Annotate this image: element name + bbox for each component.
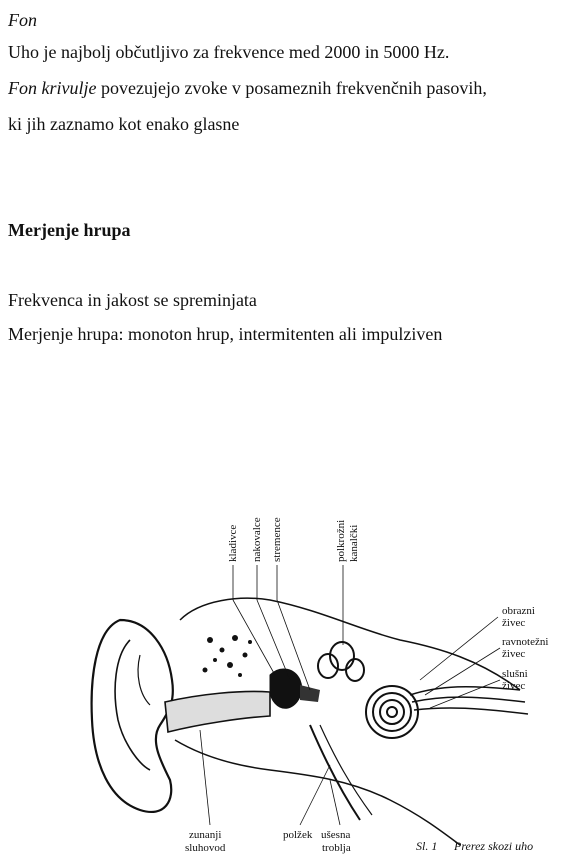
label-polzek: polžek — [283, 829, 313, 841]
text-line-3: ki jih zaznamo kot enako glasne — [8, 114, 240, 134]
label-ravnotezni: ravnotežni — [502, 636, 549, 648]
label-obrazni: obrazni — [502, 605, 535, 617]
label-zunanji: zunanji — [189, 829, 222, 841]
semicircular-canals — [318, 642, 364, 681]
heading-fon: Fon — [8, 10, 37, 30]
label-troblja: troblja — [322, 842, 351, 854]
label-nakovalce: nakovalce — [251, 517, 263, 562]
ear-cross-section-figure — [0, 480, 570, 868]
label-kladivce: kladivce — [227, 524, 239, 562]
text-line-4: Frekvenca in jakost se spreminjata — [8, 290, 257, 310]
text-line-2-rest: povezujejo zvoke v posameznih frekvenčnih pasovih, — [96, 78, 487, 98]
label-ravnotezni-zivec: živec — [502, 648, 526, 660]
figure-caption-number: Sl. 1 — [416, 839, 438, 853]
label-usesna: ušesna — [321, 829, 351, 841]
label-kanalcki: kanalčki — [348, 524, 360, 562]
text-line-5: Merjenje hrupa: monoton hrup, intermitenten ali impulziven — [8, 324, 443, 344]
ear-canal — [165, 691, 270, 732]
eustachian-tube — [310, 725, 360, 820]
label-slusni: slušni — [502, 668, 528, 680]
label-stremence: stremence — [271, 517, 283, 562]
label-slusni-zivec: živec — [502, 680, 526, 692]
mastoid-cells — [203, 635, 253, 677]
label-obrazni-zivec: živec — [502, 617, 526, 629]
text-line-1: Uho je najbolj občutljivo za frekvence med 2000 in 5000 Hz. — [8, 42, 450, 62]
label-polkrozni: polkrožni — [335, 519, 347, 562]
text-line-2-italic: Fon krivulje — [8, 78, 97, 98]
cochlea — [366, 686, 418, 738]
figure-caption-text: Prerez skozi uho — [454, 839, 534, 853]
section-heading: Merjenje hrupa — [8, 220, 131, 240]
text-line-2 — [8, 78, 487, 99]
pinna-outline — [92, 620, 173, 812]
label-sluhovod: sluhovod — [185, 842, 226, 854]
